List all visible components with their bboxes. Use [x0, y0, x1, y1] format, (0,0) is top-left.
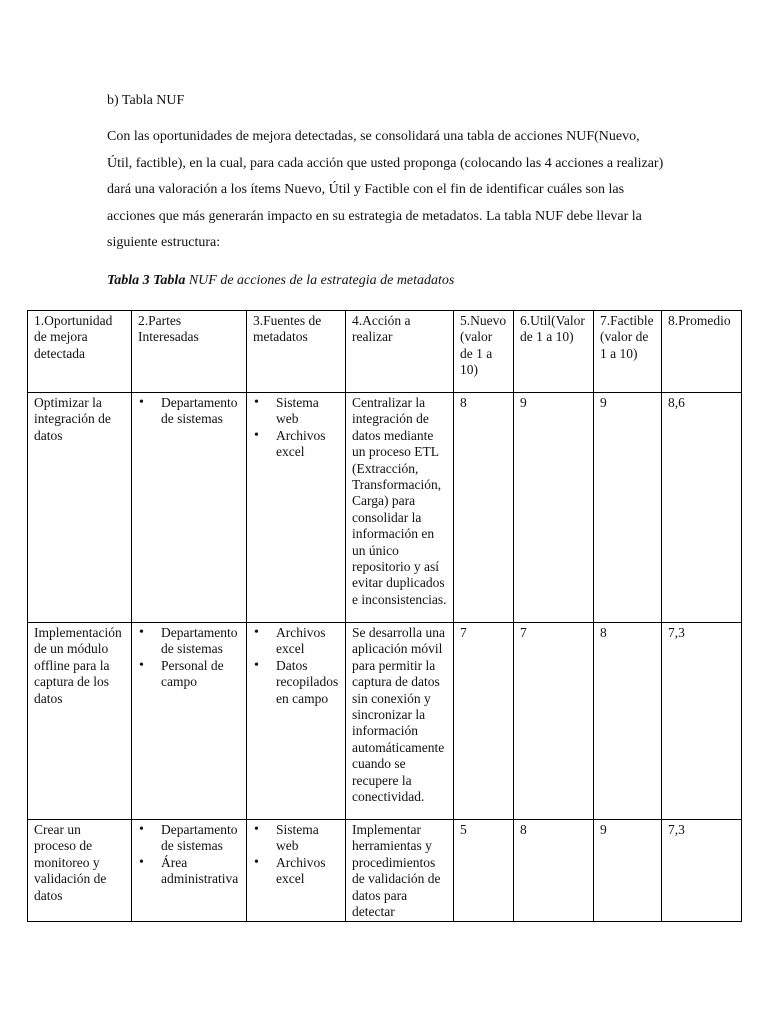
table-header-row: [28, 311, 742, 393]
header-cell: 2.Partes Interesadas: [132, 311, 247, 393]
oportunidad-cell: Implementación de un módulo offline para la captura de los datos: [28, 623, 132, 820]
table-row: [28, 820, 742, 922]
section-heading: b) Tabla NUF: [107, 93, 185, 108]
list-item: • Sistema web: [253, 395, 340, 428]
list-item: • Sistema web: [253, 822, 340, 855]
list-item: • Archivos excel: [253, 428, 340, 461]
table-row: [28, 623, 742, 820]
oportunidad-cell: Crear un proceso de monitoreo y validación de datos: [28, 820, 132, 922]
accion-cell: Implementar herramientas y procedimientos de validación de datos para detectar: [346, 820, 454, 922]
list-item: • Departamento de sistemas: [138, 822, 241, 855]
list-item: • Datos recopilados en campo: [253, 658, 340, 707]
partes-cell: [132, 820, 247, 922]
header-cell: 3.Fuentes de metadatos: [247, 311, 346, 393]
partes-list: [138, 822, 241, 888]
intro-paragraph: Con las oportunidades de mejora detectadas, se consolidará una tabla de acciones NUF(Nuevo, Útil, factible), en la cual, para cada acción que usted proponga (colocando las 4 acciones a realizar) dará una valoración a los ítems Nuevo, Útil y Factible con el fin de identificar cuáles son las acciones que más generarán impacto en su estrategia de metadatos. La tabla NUF debe llevar la siguiente estructura:: [107, 129, 664, 251]
nuf-table: [27, 310, 742, 922]
list-item: • Archivos excel: [253, 625, 340, 658]
header-cell: 6.Util(Valor de 1 a 10): [514, 311, 594, 393]
nuevo-cell: 7: [454, 623, 514, 820]
accion-cell: Centralizar la integración de datos mediante un proceso ETL (Extracción, Transformación, Carga) para consolidar la información en un único repositorio y así evitar duplicados e inconsistencias.: [346, 393, 454, 623]
fuentes-list: [253, 822, 340, 888]
accion-cell: Se desarrolla una aplicación móvil para permitir la captura de datos sin conexión y sincronizar la información automáticamente cuando se recupere la conectividad.: [346, 623, 454, 820]
header-cell: 4.Acción a realizar: [346, 311, 454, 393]
header-cell: 1.Oportunidad de mejora detectada: [28, 311, 132, 393]
promedio-cell: 8,6: [662, 393, 742, 623]
nuevo-cell: 8: [454, 393, 514, 623]
list-item: • Personal de campo: [138, 658, 241, 691]
table-caption-label: Tabla 3 Tabla: [107, 273, 186, 288]
partes-list: [138, 625, 241, 691]
promedio-cell: 7,3: [662, 820, 742, 922]
factible-cell: 9: [594, 393, 662, 623]
fuentes-list: [253, 395, 340, 461]
factible-cell: 9: [594, 820, 662, 922]
oportunidad-cell: Optimizar la integración de datos: [28, 393, 132, 623]
table-caption-text: NUF de acciones de la estrategia de metadatos: [185, 273, 455, 288]
header-cell: 7.Factible (valor de 1 a 10): [594, 311, 662, 393]
list-item: • Departamento de sistemas: [138, 625, 241, 658]
partes-list: [138, 395, 241, 428]
factible-cell: 8: [594, 623, 662, 820]
util-cell: 7: [514, 623, 594, 820]
util-cell: 8: [514, 820, 594, 922]
fuentes-cell: [247, 623, 346, 820]
promedio-cell: 7,3: [662, 623, 742, 820]
fuentes-list: [253, 625, 340, 707]
partes-cell: [132, 623, 247, 820]
table-row: [28, 393, 742, 623]
nuevo-cell: 5: [454, 820, 514, 922]
list-item: • Departamento de sistemas: [138, 395, 241, 428]
list-item: • Archivos excel: [253, 855, 340, 888]
fuentes-cell: [247, 393, 346, 623]
table-caption: [107, 272, 454, 290]
header-cell: 5.Nuevo (valor de 1 a 10): [454, 311, 514, 393]
fuentes-cell: [247, 820, 346, 922]
header-cell: 8.Promedio: [662, 311, 742, 393]
list-item: • Área administrativa: [138, 855, 241, 888]
partes-cell: [132, 393, 247, 623]
util-cell: 9: [514, 393, 594, 623]
